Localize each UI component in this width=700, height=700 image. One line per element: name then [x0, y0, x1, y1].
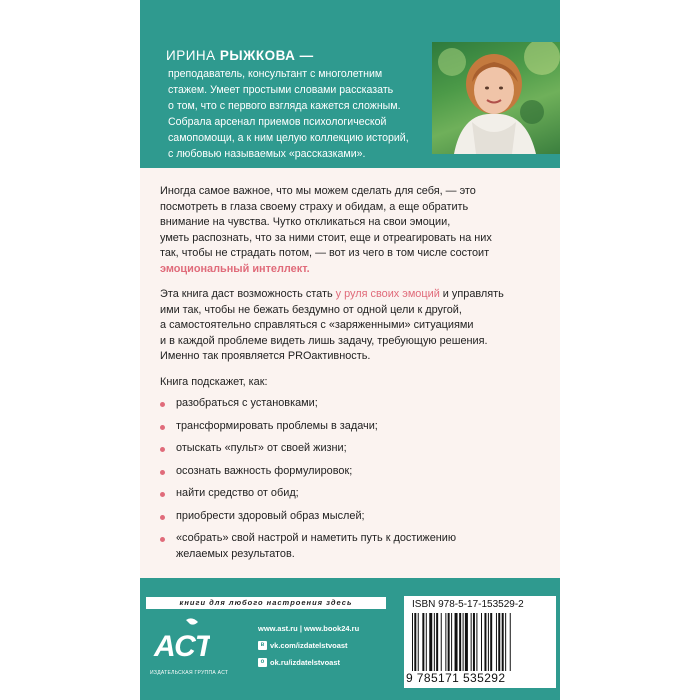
- barcode-box: [404, 596, 556, 688]
- bullet-dot-icon: [160, 470, 165, 475]
- author-photo: [432, 42, 560, 154]
- paragraph-book: Эта книга даст возможность стать у руля своих эмоций и управлять ими так, чтобы не бежать бездумно от одной цели к другой, а самостоятельно справляться с «заряженными» ситуациями и в каждой проблеме видеть лишь задачу, требующую решения. Именно так проявляется PROактивность.: [160, 288, 504, 362]
- barcode-bar: [476, 613, 477, 671]
- author-bio: преподаватель, консультант с многолетним стажем. Умеет простыми словами рассказать о том, что с первого взгляда кажется сложным. Собрала арсенал приемов психологической самопомощи, а к ним целую коллекцию историй, с любовью называемых «рассказками».: [168, 68, 409, 160]
- benefits-list: [160, 396, 546, 562]
- barcode-bar: [459, 613, 461, 671]
- barcode-bar: [481, 613, 482, 671]
- barcode-bar: [484, 613, 486, 671]
- description-panel: [140, 168, 560, 578]
- list-intro: Книга подскажет, как:: [160, 375, 268, 388]
- barcode-bar: [448, 613, 450, 671]
- bullet-dot-icon: [160, 447, 165, 452]
- barcode-bar: [434, 613, 435, 671]
- list-item: «собрать» свой настрой и наметить путь к достижению желаемых результатов.: [160, 531, 546, 562]
- barcode-bar: [422, 613, 424, 671]
- website-links[interactable]: www.ast.ru | www.book24.ru: [258, 624, 360, 633]
- barcode-bar: [502, 613, 504, 671]
- publisher-subtitle: ИЗДАТЕЛЬСКАЯ ГРУППА АСТ: [150, 670, 229, 676]
- barcode-bar: [465, 613, 468, 671]
- list-item: найти средство от обид;: [160, 486, 546, 502]
- barcode-bar: [463, 613, 464, 671]
- barcode-bar: [426, 613, 427, 671]
- bullet-dot-icon: [160, 402, 165, 407]
- barcode-bar: [488, 613, 489, 671]
- author-block: [166, 48, 416, 162]
- vk-link[interactable]: в vk.com/izdatelstvoast: [258, 641, 359, 650]
- barcode-bar: [441, 613, 442, 671]
- bullet-dot-icon: [160, 537, 165, 542]
- list-item: трансформировать проблемы в задачи;: [160, 419, 546, 435]
- isbn-text: ISBN 978-5-17-153529-2: [412, 599, 524, 610]
- list-item: приобрести здоровый образ мыслей;: [160, 509, 546, 525]
- barcode-bar: [510, 613, 511, 671]
- barcode-bar: [455, 613, 458, 671]
- bullet-dot-icon: [160, 515, 165, 520]
- vk-icon: в: [258, 641, 267, 650]
- book-back-cover: [140, 0, 560, 700]
- barcode-icon: [412, 613, 550, 671]
- list-item: отыскать «пульт» от своей жизни;: [160, 441, 546, 457]
- author-name: ИРИНА РЫЖКОВА —: [166, 48, 314, 63]
- publisher-links: [258, 624, 359, 675]
- list-item: осознать важность формулировок;: [160, 464, 546, 480]
- barcode-bar: [414, 613, 416, 671]
- barcode-bar: [412, 613, 413, 671]
- ok-icon: о: [258, 658, 267, 667]
- barcode-bar: [496, 613, 497, 671]
- svg-text:АСТ: АСТ: [154, 630, 210, 663]
- barcode-bar: [505, 613, 506, 671]
- bullet-dot-icon: [160, 425, 165, 430]
- barcode-bar: [451, 613, 452, 671]
- highlight-emotional-intelligence: эмоциональный интеллект.: [160, 262, 310, 275]
- ok-link[interactable]: о ok.ru/izdatelstvoast: [258, 658, 359, 667]
- ean-digits: 9 785171 535292: [406, 671, 506, 685]
- list-item: разобраться с установками;: [160, 396, 546, 412]
- barcode-bar: [471, 613, 472, 671]
- barcode-bar: [473, 613, 475, 671]
- barcode-bar: [436, 613, 438, 671]
- ast-logo-icon: [150, 614, 210, 666]
- bullet-dot-icon: [160, 492, 165, 497]
- publisher-logo: [150, 614, 230, 684]
- tagline: книги для любого настроения здесь: [146, 597, 386, 609]
- barcode-bar: [445, 613, 446, 671]
- paragraph-intro: Иногда самое важное, что мы можем сделать для себя, — это посмотреть в глаза своему страху и обидам, а еще обратить внимание на чувства. Чутко откликаться на свои эмоции, уметь распознать, что за ними стоит, еще и отреагировать на них так, чтобы не страдать потом, — вот из чего в том числе состоит эмоциональный интеллект.: [160, 184, 546, 277]
- barcode-bar: [418, 613, 419, 671]
- barcode-bar: [429, 613, 432, 671]
- highlight-helm: у руля своих эмоций: [335, 288, 440, 300]
- barcode-bar: [498, 613, 500, 671]
- barcode-bar: [490, 613, 492, 671]
